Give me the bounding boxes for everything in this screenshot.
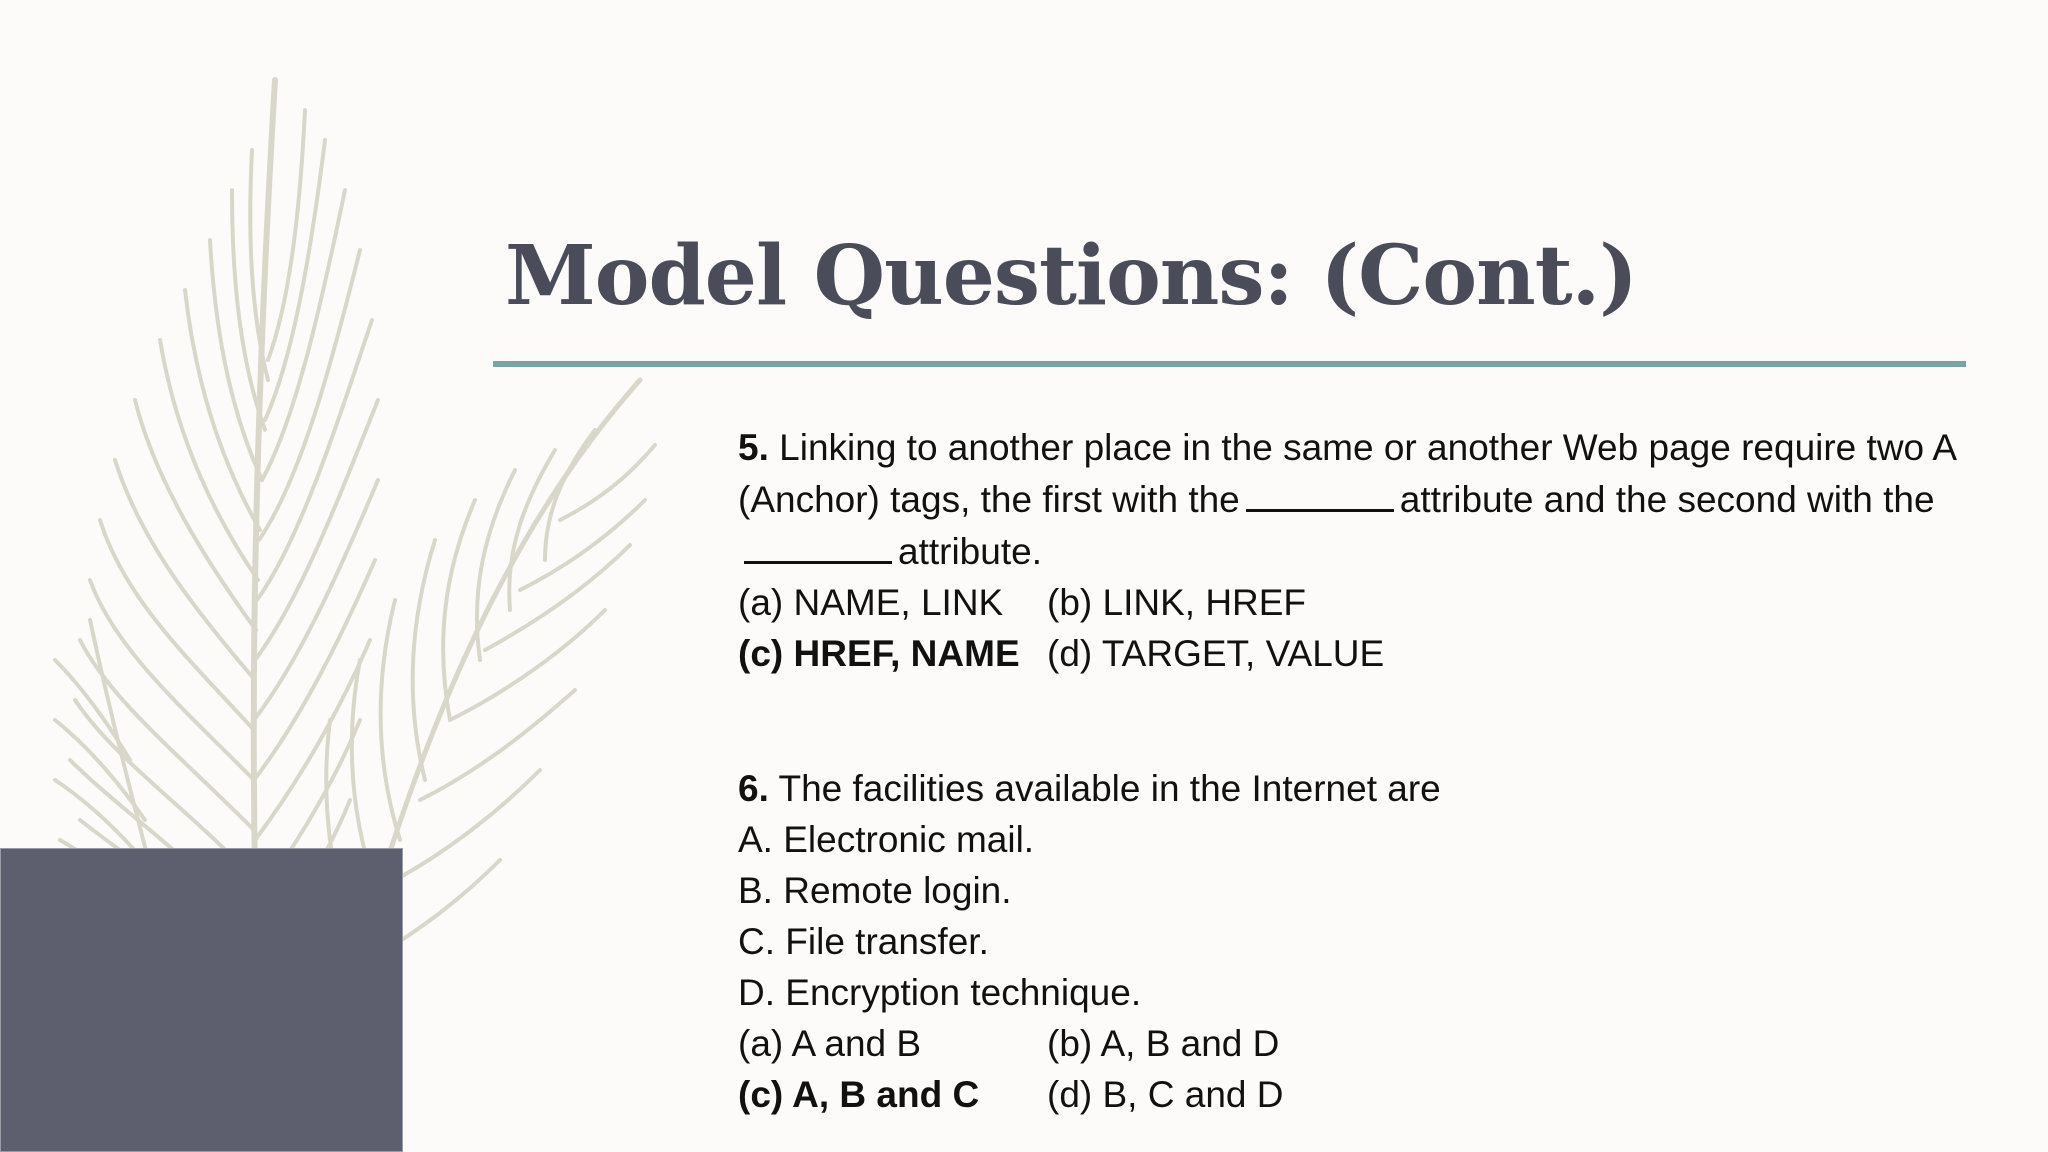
questions-content [738,422,1968,1120]
blank-1 [1246,473,1394,512]
question-6-item-b: B. Remote login. [738,870,1012,911]
question-5-option-a: (a) NAME, LINK [738,582,1004,623]
question-5 [738,422,1968,679]
question-5-number: 5. [738,427,769,468]
question-6-text [738,763,1968,814]
question-6 [738,763,1968,1120]
question-5-option-c-correct: (c) HREF, NAME [738,633,1020,674]
question-5-text-part2: attribute and the second with the [1399,479,1935,520]
decorative-corner-box [0,848,403,1152]
question-6-option-a: (a) A and B [738,1023,922,1064]
spacer [738,679,1968,763]
blank-2 [744,525,892,564]
question-5-option-d: (d) TARGET, VALUE [1047,633,1385,674]
question-6-item-d: D. Encryption technique. [738,972,1142,1013]
question-5-text-part1: Linking to another place in the same or another Web page require two A (Anchor) tags, the first with the [738,427,1955,520]
question-6-option-b: (b) A, B and D [1047,1023,1280,1064]
slide-title: Model Questions: (Cont.) [505,228,1637,324]
question-6-option-d: (d) B, C and D [1047,1074,1284,1115]
question-6-option-c-correct: (c) A, B and C [738,1074,980,1115]
question-6-text-body: The facilities available in the Internet are [778,768,1441,809]
question-6-item-a: A. Electronic mail. [738,819,1035,860]
question-5-text-part3: attribute. [898,531,1042,572]
question-5-options-row-2 [738,628,1968,679]
question-6-options-row-2 [738,1069,1968,1120]
question-6-options-row-1 [738,1018,1968,1069]
question-6-number: 6. [738,768,769,809]
title-divider [493,361,1966,367]
question-5-text [738,422,1968,577]
question-5-options-row-1 [738,577,1968,628]
question-5-option-b: (b) LINK, HREF [1047,582,1307,623]
question-6-item-c: C. File transfer. [738,921,989,962]
